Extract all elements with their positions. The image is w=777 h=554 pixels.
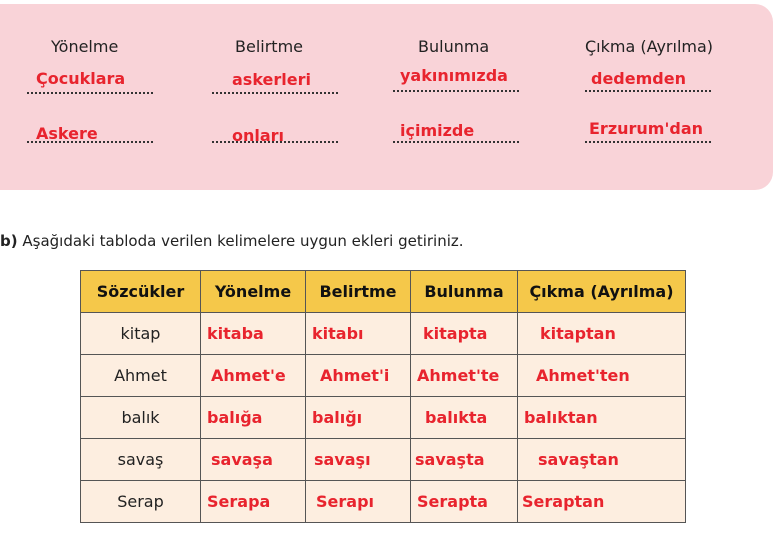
- box-header-cikma: Çıkma (Ayrılma): [585, 37, 714, 56]
- answer-text: balığa: [207, 408, 263, 427]
- answer-text: Ahmet'i: [320, 366, 390, 385]
- answer-cell: [306, 313, 411, 355]
- answer-text: savaştan: [538, 450, 619, 469]
- answer-text: kitabı: [312, 324, 364, 343]
- table-row: [81, 397, 686, 439]
- answer-cell: [411, 313, 518, 355]
- answer-cell: [518, 313, 686, 355]
- word-cell: balık: [81, 397, 201, 439]
- table-row: [81, 439, 686, 481]
- answer-text: kitapta: [423, 324, 488, 343]
- instruction-text: [0, 232, 464, 250]
- word-cell: savaş: [81, 439, 201, 481]
- header-belirtme: Belirtme: [306, 271, 411, 313]
- answer-line: [585, 90, 711, 92]
- answer-cell: [306, 439, 411, 481]
- answer-cell: [201, 355, 306, 397]
- answer-line: [27, 92, 153, 94]
- table-row: [81, 355, 686, 397]
- box-header-bulunma: Bulunma: [418, 37, 490, 56]
- answer-text: Serapı: [316, 492, 374, 511]
- answer-line: [212, 92, 338, 94]
- table-row: [81, 481, 686, 523]
- instruction-body: Aşağıdaki tabloda verilen kelimelere uygun ekleri getiriniz.: [17, 232, 464, 250]
- box-answer: askerleri: [232, 70, 311, 89]
- answer-text: kitaba: [207, 324, 264, 343]
- answer-text: savaşta: [415, 450, 485, 469]
- answer-cell: [518, 481, 686, 523]
- suffix-table: [80, 270, 686, 523]
- header-cikma: Çıkma (Ayrılma): [518, 271, 686, 313]
- answer-cell: [201, 439, 306, 481]
- table-header-row: [81, 271, 686, 313]
- answer-cell: [201, 481, 306, 523]
- header-sozcukler: Sözcükler: [81, 271, 201, 313]
- box-answer: içimizde: [400, 121, 475, 140]
- answer-cell: [518, 397, 686, 439]
- answer-text: balığı: [312, 408, 363, 427]
- answer-cell: [201, 397, 306, 439]
- answer-text: Serapa: [207, 492, 271, 511]
- table-row: [81, 313, 686, 355]
- header-yonelme: Yönelme: [201, 271, 306, 313]
- answer-box: [0, 4, 773, 190]
- answer-text: Ahmet'e: [211, 366, 286, 385]
- answer-line: [393, 141, 519, 143]
- answer-text: balıktan: [524, 408, 598, 427]
- box-header-yonelme: Yönelme: [51, 37, 119, 56]
- box-answer: Çocuklara: [36, 69, 126, 88]
- answer-cell: [411, 355, 518, 397]
- box-answer: Askere: [36, 124, 98, 143]
- answer-cell: [306, 355, 411, 397]
- answer-text: Serapta: [417, 492, 488, 511]
- answer-cell: [411, 397, 518, 439]
- answer-line: [27, 141, 153, 143]
- answer-text: savaşa: [211, 450, 273, 469]
- answer-text: kitaptan: [540, 324, 616, 343]
- word-cell: kitap: [81, 313, 201, 355]
- box-answer: yakınımızda: [400, 66, 508, 85]
- box-answer: dedemden: [591, 69, 686, 88]
- answer-line: [212, 141, 338, 143]
- answer-text: savaşı: [314, 450, 371, 469]
- answer-cell: [411, 439, 518, 481]
- box-answer: onları: [232, 126, 285, 145]
- answer-cell: [306, 481, 411, 523]
- answer-cell: [518, 439, 686, 481]
- answer-cell: [411, 481, 518, 523]
- answer-cell: [201, 313, 306, 355]
- word-cell: Ahmet: [81, 355, 201, 397]
- answer-text: balıkta: [425, 408, 488, 427]
- answer-cell: [518, 355, 686, 397]
- box-header-belirtme: Belirtme: [235, 37, 303, 56]
- instruction-label: b): [0, 232, 18, 250]
- header-bulunma: Bulunma: [411, 271, 518, 313]
- answer-text: Ahmet'ten: [536, 366, 630, 385]
- answer-line: [585, 141, 711, 143]
- answer-line: [393, 90, 519, 92]
- answer-text: Ahmet'te: [417, 366, 500, 385]
- box-answer: Erzurum'dan: [589, 119, 704, 138]
- answer-cell: [306, 397, 411, 439]
- answer-text: Seraptan: [522, 492, 605, 511]
- word-cell: Serap: [81, 481, 201, 523]
